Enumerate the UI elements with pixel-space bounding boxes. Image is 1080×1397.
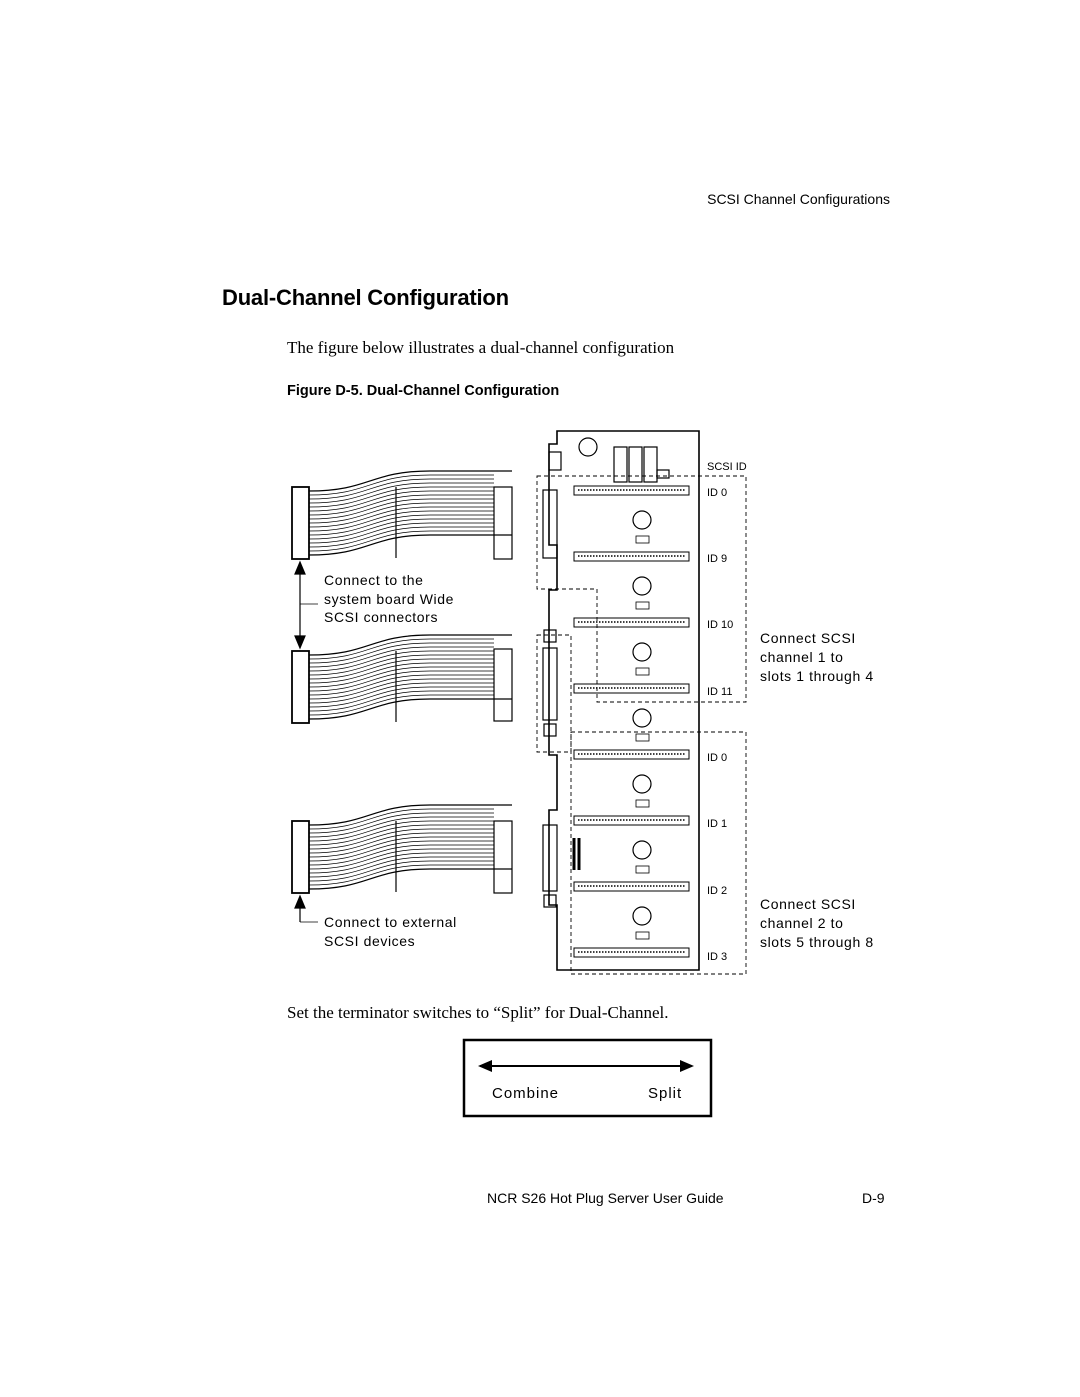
channel1-line: Connect SCSI (760, 630, 856, 646)
channel1-line: channel 1 to (760, 649, 844, 665)
running-header: SCSI Channel Configurations (707, 191, 890, 207)
slot-connector (574, 816, 689, 873)
slot-id-label: ID 10 (707, 619, 734, 631)
ribbon-cable-2 (292, 635, 512, 723)
channel1-line: slots 1 through 4 (760, 668, 874, 684)
figure-caption: Figure D-5. Dual-Channel Configuration (287, 383, 560, 399)
callout-system-line: system board Wide (324, 591, 455, 607)
slot-connector (574, 750, 689, 807)
slot-connector (574, 552, 689, 609)
switch-combine-label: Combine (492, 1085, 560, 1102)
ribbon-cable-1 (292, 471, 512, 559)
slot-connector (574, 948, 689, 957)
slot-connector (574, 882, 689, 939)
ribbon-cable-3 (292, 805, 512, 893)
channel2-line: slots 5 through 8 (760, 934, 874, 950)
slot-id-label: ID 1 (707, 818, 728, 830)
switch-split-label: Split (648, 1085, 683, 1102)
scsi-id-label: SCSI ID (707, 461, 747, 473)
slot-id-label: ID 3 (707, 951, 728, 963)
callout-system-line: Connect to the (324, 572, 424, 588)
slot-id-label: ID 9 (707, 553, 728, 565)
intro-paragraph: The figure below illustrates a dual-channel configuration (287, 338, 675, 357)
footer-page-number: D-9 (862, 1190, 885, 1206)
callout-system-line: SCSI connectors (324, 609, 439, 625)
slot-connector (574, 486, 689, 543)
slot-id-label: ID 11 (707, 686, 733, 698)
double-arrow-icon (295, 562, 318, 648)
section-title: Dual-Channel Configuration (222, 285, 509, 310)
footer-guide-title: NCR S26 Hot Plug Server User Guide (487, 1190, 724, 1206)
up-arrow-icon (295, 896, 318, 922)
callout-external-line: Connect to external (324, 914, 457, 930)
backplane-board (549, 431, 699, 970)
slot-id-label: ID 0 (707, 487, 728, 499)
channel2-line: Connect SCSI (760, 896, 856, 912)
callout-external-line: SCSI devices (324, 933, 416, 949)
slot-id-label: ID 0 (707, 752, 728, 764)
slot-connector (574, 618, 689, 675)
slot-id-label: ID 2 (707, 885, 728, 897)
terminator-note: Set the terminator switches to “Split” for Dual-Channel. (287, 1003, 669, 1022)
arrow-right-icon (680, 1060, 694, 1072)
terminator-switch-diagram (464, 1040, 711, 1116)
channel2-line: channel 2 to (760, 915, 844, 931)
arrow-left-icon (478, 1060, 492, 1072)
